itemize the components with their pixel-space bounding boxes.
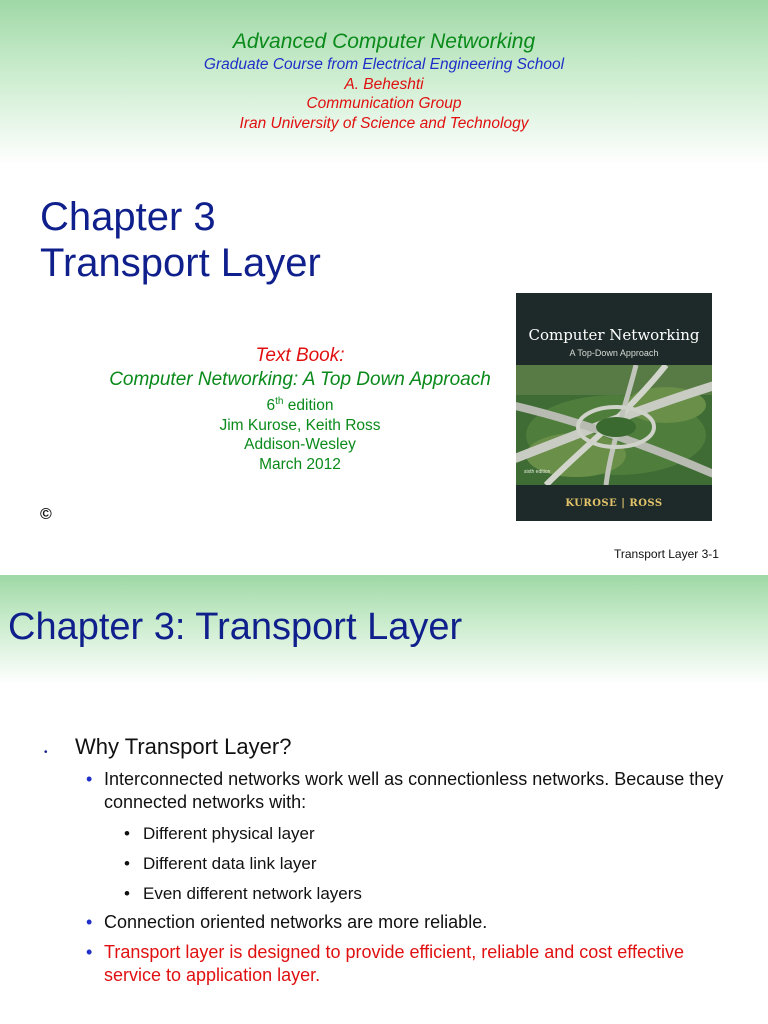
university-name: Iran University of Science and Technology	[239, 114, 529, 132]
author-name: A. Beheshti	[344, 75, 424, 93]
group-name: Communication Group	[306, 95, 462, 112]
content-slide: Chapter 3: Transport Layer • Why Transport Layer? • Interconnected networks work well as connectionless networks. Because they connected networks with: • Different physical layer • Different data link layer • Even different network layers • Connection oriented networks are more reliable. • Transport layer is designed to provide efficient, reliable and cost effective service to application layer.	[0, 575, 768, 1024]
textbook-label: Text Book:	[255, 345, 345, 366]
chapter-title	[40, 194, 321, 286]
bullet-icon: •	[124, 854, 130, 873]
bullet-icon: •	[86, 942, 93, 962]
book-cover-authors: KUROSE | ROSS	[565, 498, 663, 509]
bullet-icon: •	[124, 884, 130, 903]
textbook-authors: Jim Kurose, Keith Ross	[219, 416, 381, 434]
slide-title: Chapter 3: Transport Layer	[8, 606, 463, 648]
highway-interchange-photo	[516, 365, 712, 485]
textbook-edition: 6th edition	[266, 396, 334, 415]
chapter-number: Chapter 3	[40, 195, 216, 239]
course-title: Advanced Computer Networking	[232, 30, 536, 53]
copyright-symbol: ©	[40, 506, 52, 523]
bullet-icon: •	[44, 747, 48, 758]
course-subtitle: Graduate Course from Electrical Engineering School	[203, 56, 565, 73]
book-cover-subtitle: A Top-Down Approach	[569, 348, 659, 358]
textbook-publisher: Addison-Wesley	[244, 436, 356, 454]
book-cover-edition: sixth edition	[524, 469, 551, 475]
book-cover-title: Computer Networking	[528, 326, 700, 344]
book-cover-image	[516, 293, 712, 521]
bullet-icon: •	[124, 824, 130, 843]
textbook-date: March 2012	[259, 455, 341, 473]
chapter-name: Transport Layer	[40, 241, 321, 285]
textbook-info	[84, 344, 516, 474]
textbook-title: Computer Networking: A Top Down Approach	[109, 369, 491, 390]
bullet-icon: •	[86, 769, 93, 789]
bullet-icon: •	[86, 912, 93, 932]
course-header	[0, 28, 768, 133]
slide-number: Transport Layer 3-1	[614, 547, 719, 561]
